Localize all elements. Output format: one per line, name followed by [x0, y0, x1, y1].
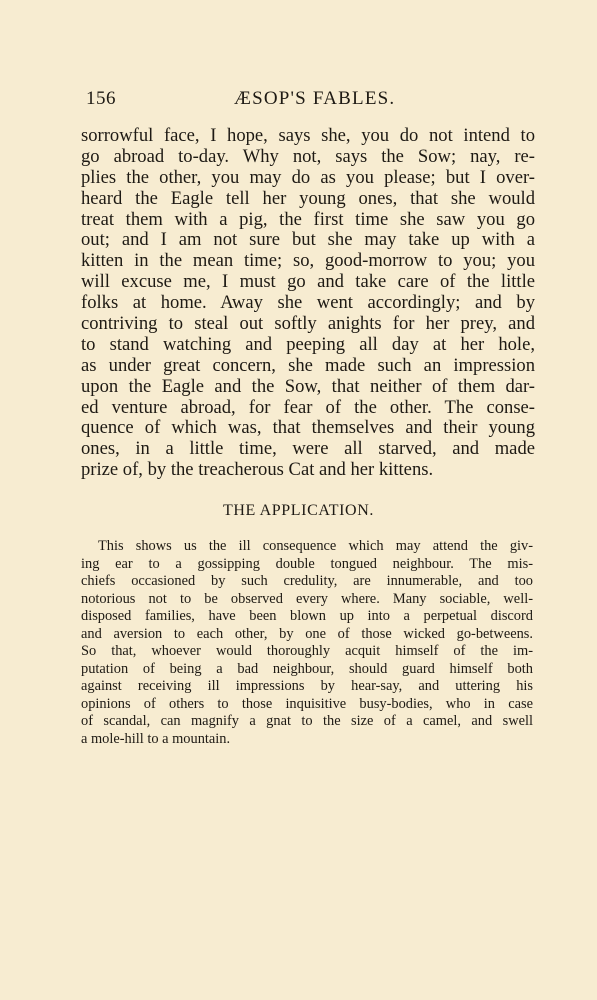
application-heading: THE APPLICATION. — [223, 502, 374, 519]
application-line: putation of being a bad neighbour, should guard himself both — [81, 660, 533, 677]
body-line: heard the Eagle tell her young ones, that she would — [81, 187, 535, 209]
page-header — [86, 88, 534, 114]
application-line: chiefs occasioned by such credulity, are innumerable, and too — [81, 573, 533, 589]
application-line: ing ear to a gossipping double tongued neighbour. The mis- — [81, 555, 533, 572]
body-line: folks at home. Away she went accordingly; and by — [81, 292, 535, 314]
body-line: to stand watching and peeping all day at her hole, — [81, 333, 535, 355]
application-line: a mole-hill to a mountain. — [81, 730, 231, 747]
body-line: kitten in the mean time; so, good-morrow to you; you — [81, 250, 535, 272]
body-line: ed venture abroad, for fear of the other. The conse- — [81, 396, 535, 418]
body-line: plies the other, you may do as you please; but I over- — [81, 166, 535, 188]
body-line: prize of, by the treacherous Cat and her kittens. — [81, 459, 434, 481]
body-line: sorrowful face, I hope, says she, you do not intend to — [81, 125, 535, 146]
body-line: contriving to steal out softly anights for her prey, and — [81, 313, 535, 335]
body-line: quence of which was, that themselves and their young — [81, 417, 535, 439]
application-text — [81, 538, 533, 748]
body-line: go abroad to-day. Why not, says the Sow; nay, re- — [81, 145, 535, 167]
page-number: 156 — [86, 88, 116, 109]
body-line: ones, in a little time, were all starved, and made — [81, 438, 535, 460]
application-line: notorious not to be observed every where. Many sociable, well- — [81, 590, 533, 607]
body-line: out; and I am not sure but she may take up with a — [81, 229, 535, 251]
application-line: against receiving ill impressions by hear-say, and uttering his — [81, 678, 533, 694]
application-line: disposed families, have been blown up into a perpetual discord — [81, 608, 533, 624]
fable-body-text — [81, 126, 535, 481]
running-title: ÆSOP'S FABLES. — [234, 88, 396, 109]
application-line: opinions of others to those inquisitive busy-bodies, who in case — [81, 695, 533, 712]
application-line: of scandal, can magnify a gnat to the size of a camel, and swell — [81, 713, 533, 729]
body-line: upon the Eagle and the Sow, that neither of them dar- — [81, 375, 535, 397]
application-line: So that, whoever would thoroughly acquit himself of the im- — [81, 643, 533, 659]
application-line: and aversion to each other, by one of those wicked go-betweens. — [81, 625, 533, 642]
body-line: as under great concern, she made such an impression — [81, 354, 535, 376]
application-line: This shows us the ill consequence which may attend the giv- — [98, 538, 533, 554]
body-line: will excuse me, I must go and take care of the little — [81, 271, 535, 293]
body-line: treat them with a pig, the first time she saw you go — [81, 208, 535, 230]
